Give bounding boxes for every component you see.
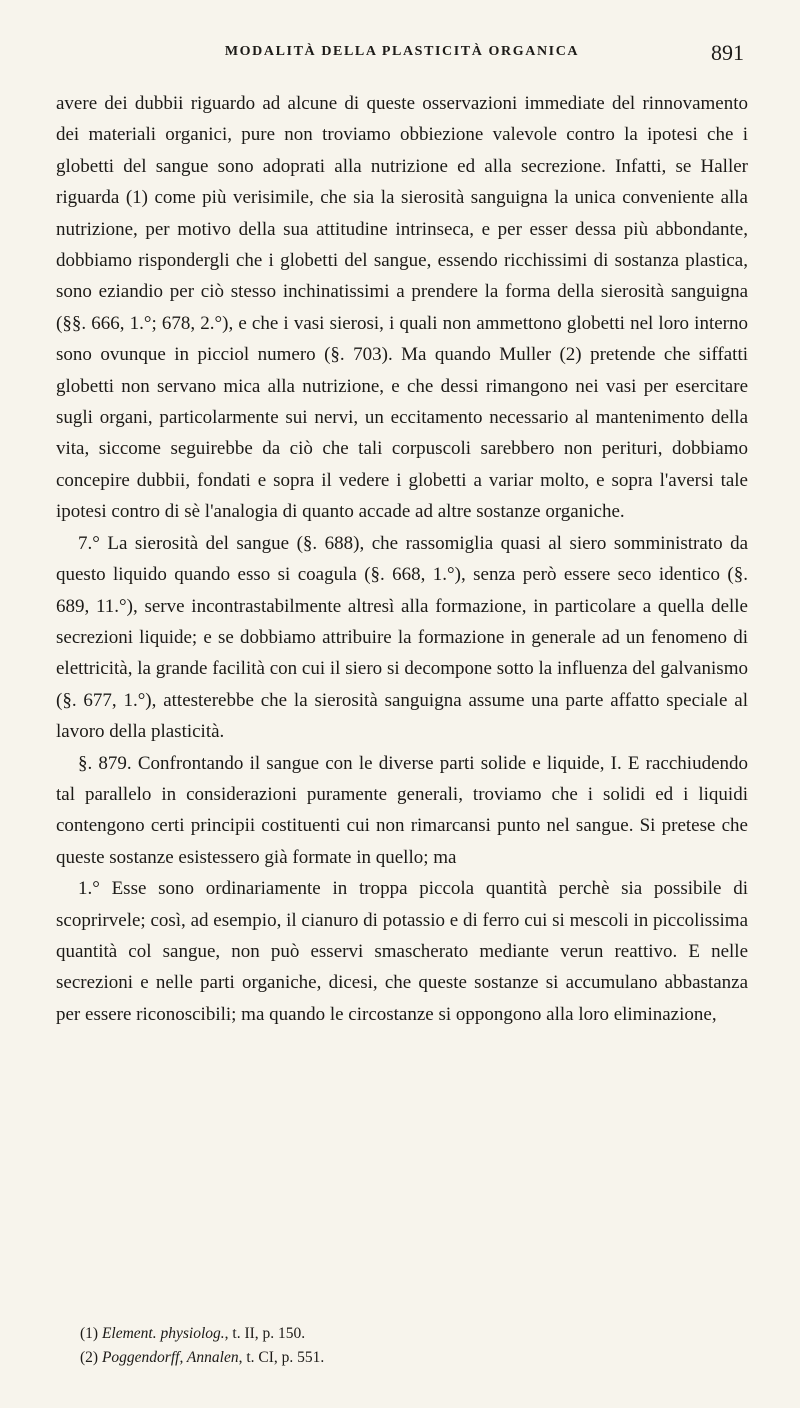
running-head [56,40,748,84]
footnote-marker: (1) [80,1325,99,1342]
body-text [56,88,748,1030]
footnote-2 [80,1346,324,1370]
running-title: MODALITÀ DELLA PLASTICITÀ ORGANICA [224,44,580,59]
footnote-ref: , t. II, p. 150. [224,1325,306,1342]
footnote-title: Poggendorff, Annalen [101,1349,239,1366]
paragraph-section-879: §. 879. Confrontando il sangue con le diverse parti solide e liquide, I. E racchiudendo tal parallelo in considerazioni puramente generali, troviamo che i solidi ed i liquidi contengono certi principii costituenti cui non rimarcansi punto nel sangue. Si pretese che queste sostanze esistessero già formate in quello; ma [56,752,748,868]
paragraph-point-7: 7.° La sierosità del sangue (§. 688), che rassomiglia quasi al siero somministrato da questo liquido quando esso si coagula (§. 668, 1.°), senza però essere seco identico (§. 689, 11.°), serve incontrastabilmente altresì alla formazione, in particolare a quella delle secrezioni liquide; e se dobbiamo attribuire la formazione in generale ad un fenomeno di elettricità, la grande facilità con cui il siero si decompone sotto la influenza del galvanismo (§. 677, 1.°), attesterebbe che la sierosità sanguigna assume una parte affatto speciale al lavoro della plasticità. [56,532,748,743]
footnote-ref: , t. CI, p. 551. [238,1349,325,1366]
page-number: 891 [711,40,744,65]
paragraph-point-1: 1.° Esse sono ordinariamente in troppa piccola quantità perchè sia possibile di scoprirvele; così, ad esempio, il cianuro di potassio e di ferro cui si mescoli in piccolissima quantità col sangue, non può esservi smascherato mediante verun reattivo. E nelle secrezioni e nelle parti organiche, dicesi, che queste sostanze si accumulano abbastanza per essere riconoscibili; ma quando le circostanze si oppongono alla loro eliminazione, [56,878,748,1025]
footnote-marker: (2) [80,1349,99,1366]
footnote-1 [80,1322,324,1346]
paragraph-continuation: avere dei dubbii riguardo ad alcune di queste osservazioni immediate del rinnovamento dei materiali organici, pure non troviamo obbiezione valevole contro la ipotesi che i globetti del sangue sono adoprati alla nutrizione ed alla secrezione. Infatti, se Haller riguarda (1) come più verisimile, che sia la sierosità sanguigna la unica conveniente alla nutrizione, per motivo della sua attitudine intrinseca, e per esser dessa più abbondante, dobbiamo rispondergli che i globetti del sangue, essendo ricchissimi di sostanza plastica, sono eziandio per ciò stesso inchinatissimi a prendere la forma della sierosità sanguigna (§§. 666, 1.°; 678, 2.°), e che i vasi sierosi, i quali non ammettono globetti nel loro interno sono ovunque in picciol numero (§. 703). Ma quando Muller (2) pretende che siffatti globetti non servano mica alla nutrizione, e che dessi rimangono nei vasi per esercitare sugli organi, particolarmente sui nervi, un eccitamento necessario al mantenimento della vita, siccome seguirebbe da ciò che tali corpuscoli sarebbero non perituri, dobbiamo concepire dubbii, fondati e sopra il vedere i globetti a variar molto, e sopra l'aversi tale ipotesi contro di sè l'analogia di quanto accade ad altre sostanze organiche. [56,93,748,523]
footnotes [80,1322,324,1370]
footnote-title: Element. physiolog. [101,1325,225,1342]
